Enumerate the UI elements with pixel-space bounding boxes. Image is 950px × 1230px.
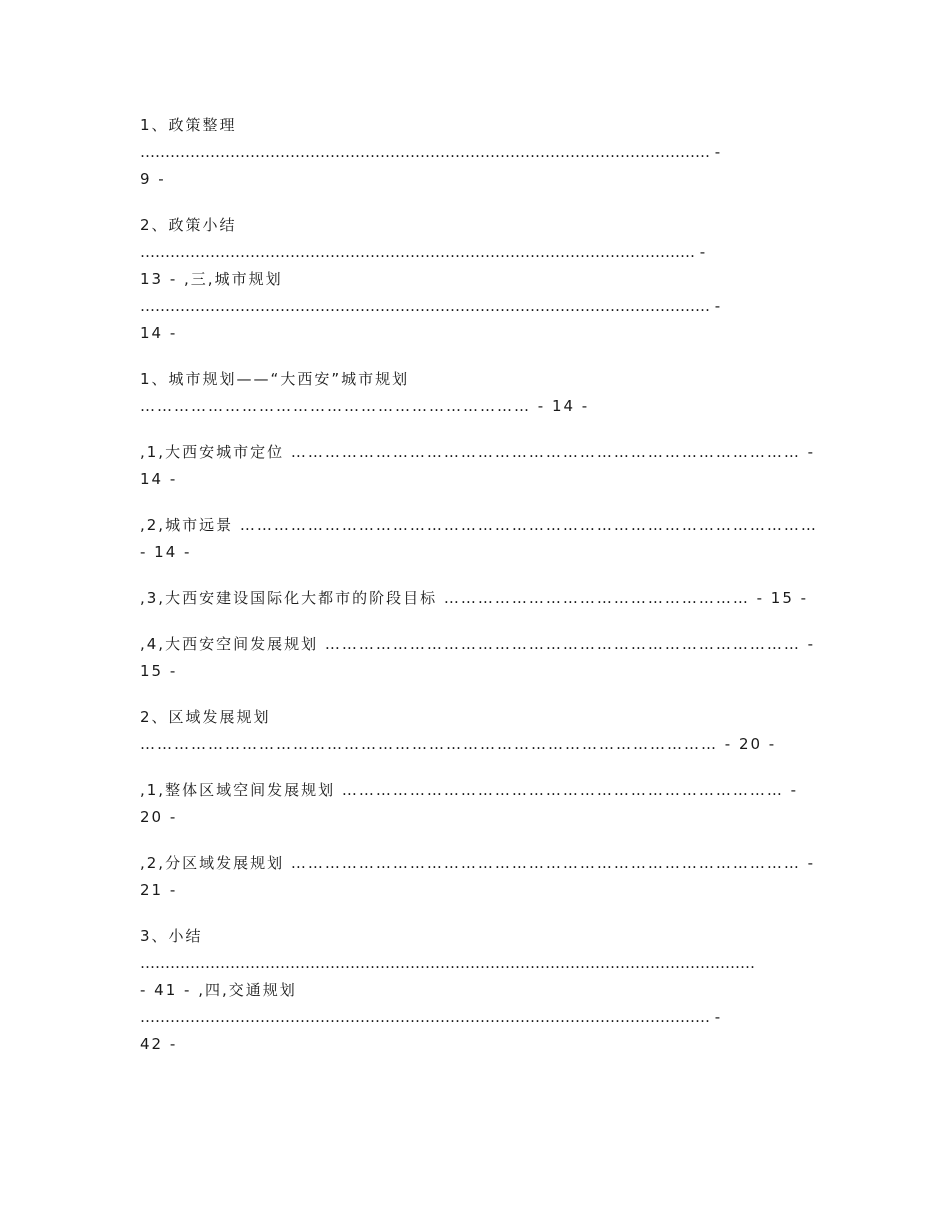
toc-page-number: 14 - — [140, 470, 178, 488]
toc-entry-title: ,3,大西安建设国际化大都市的阶段目标 ……………………………………………… - 15 - — [140, 589, 809, 607]
toc-page-number: 14 - — [140, 324, 178, 342]
toc-page-number: - 14 - — [140, 543, 192, 561]
toc-entry-title: ,2,分区域发展规划 ……………………………………………………………………………… - — [140, 854, 816, 872]
toc-page-number: 15 - — [140, 662, 178, 680]
toc-entry-title: - 41 - ,四,交通规划 — [140, 981, 297, 999]
toc-entry-title: ,1,整体区域空间发展规划 …………………………………………………………………… - — [140, 781, 799, 799]
toc-entry-title: ,2,城市远景 ………………………………………………………………………………………… — [140, 516, 818, 534]
toc-entry-title: 1、城市规划——“大西安”城市规划 — [140, 370, 410, 388]
toc-page-number: 21 - — [140, 881, 178, 899]
toc-entry-title: 2、区域发展规划 — [140, 708, 271, 726]
toc-page-number: 42 - — [140, 1035, 178, 1053]
toc-entry-title: 1、政策整理 — [140, 116, 237, 134]
table-of-contents — [140, 112, 830, 1058]
toc-dot-leader: …………………………………………………………………………………………………… - — [140, 297, 721, 315]
toc-entry-title: 3、小结 — [140, 927, 203, 945]
toc-entry-title: 2、政策小结 — [140, 216, 237, 234]
toc-entry-title: 13 - ,三,城市规划 — [140, 270, 283, 288]
toc-entry-title: ,1,大西安城市定位 ……………………………………………………………………………… - — [140, 443, 816, 461]
toc-page-number: 9 - — [140, 170, 166, 188]
toc-entry-title: ,4,大西安空间发展规划 ………………………………………………………………………… - — [140, 635, 816, 653]
toc-dot-leader: ………………………………………………………………………………………………… - — [140, 243, 706, 261]
toc-dot-leader: ………………………………………………………………………………………… - 20 - — [140, 735, 777, 753]
toc-dot-leader: …………………………………………………………………………………………………… - — [140, 1008, 721, 1026]
toc-dot-leader: …………………………………………………………………………………………………………… — [140, 954, 755, 972]
toc-dot-leader: …………………………………………………………… - 14 - — [140, 397, 590, 415]
toc-page-number: 20 - — [140, 808, 178, 826]
toc-dot-leader: …………………………………………………………………………………………………… - — [140, 143, 721, 161]
